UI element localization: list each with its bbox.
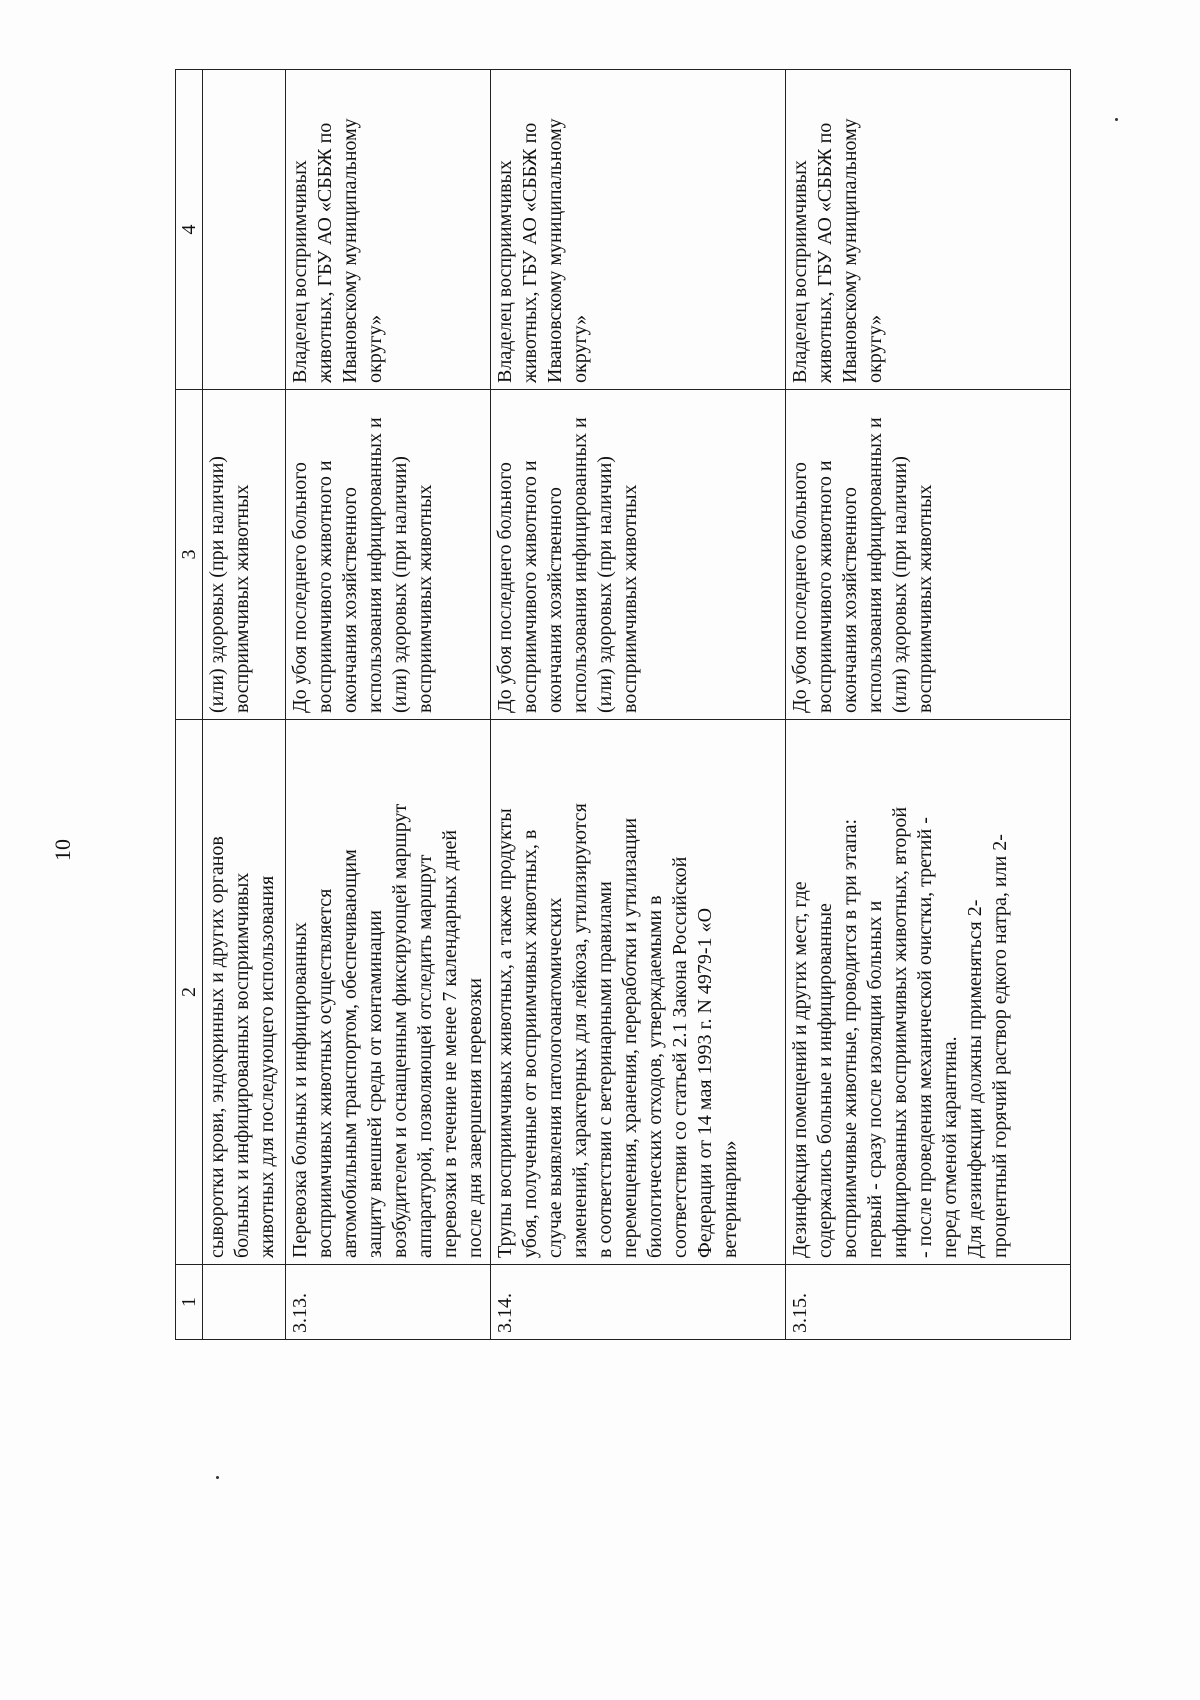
scan-speck (1115, 118, 1118, 121)
measure-text: Дезинфекция помещений и других мест, где содержались больные и инфицированные восприимчивые животные, проводится в три этапа: первый - сразу после изоляции больных и инфицированных восприимчивых животных, второй - после проведения механической очистки, третий - перед отменой карантина. Для дезинфекции должны применяться 2- процентный горячий раствор едкого натра, или 2- (786, 720, 1071, 1265)
row-number: 3.15. (786, 1265, 1071, 1340)
responsible-text: Владелец восприимчивых животных, ГБУ АО «СББЖ по Ивановскому муниципальному округу» (786, 70, 1071, 390)
row-number: 3.13. (286, 1265, 491, 1340)
page-number: 10 (50, 839, 75, 861)
table-row (491, 70, 786, 1340)
row-number (203, 1265, 286, 1340)
header-cell-3: 3 (176, 390, 203, 720)
table-rotated-landscape (175, 70, 1055, 1340)
table-header-row (176, 70, 203, 1340)
responsible-text: Владелец восприимчивых животных, ГБУ АО «СББЖ по Ивановскому муниципальному округу» (286, 70, 491, 390)
header-cell-2: 2 (176, 720, 203, 1265)
term-text: До убоя последнего больного восприимчивого животного и окончания хозяйственного использования инфицированных и (или) здоровых (при наличии) восприимчивых животных (491, 390, 786, 720)
term-text: (или) здоровых (при наличии) восприимчивых животных (203, 390, 286, 720)
measures-table (175, 69, 1071, 1340)
measure-text: сыворотки крови, эндокринных и других органов больных и инфицированных восприимчивых животных для последующего использования (203, 720, 286, 1265)
row-number: 3.14. (491, 1265, 786, 1340)
measure-text: Трупы восприимчивых животных, а также продукты убоя, полученные от восприимчивых животных, в случае выявления патологоанатомических изменений, характерных для лейкоза, утилизируются в соответствии с ветеринарными правилами перемещения, хранения, переработки и утилизации биологических отходов, утверждаемыми в соответствии со статьей 2.1 Закона Российской Федерации от 14 мая 1993 г. N 4979-1 «О ветеринарии» (491, 720, 786, 1265)
header-cell-1: 1 (176, 1265, 203, 1340)
term-text: До убоя последнего больного восприимчивого животного и окончания хозяйственного использования инфицированных и (или) здоровых (при наличии) восприимчивых животных (786, 390, 1071, 720)
scan-speck (216, 1476, 219, 1479)
table-row (203, 70, 286, 1340)
table-row (286, 70, 491, 1340)
term-text: До убоя последнего больного восприимчивого животного и окончания хозяйственного использования инфицированных и (или) здоровых (при наличии) восприимчивых животных (286, 390, 491, 720)
responsible-text: Владелец восприимчивых животных, ГБУ АО «СББЖ по Ивановскому муниципальному округу» (491, 70, 786, 390)
measure-text: Перевозка больных и инфицированных восприимчивых животных осуществляется автомобильным транспортом, обеспечивающим защиту внешней среды от контаминации возбудителем и оснащенным фиксирующей маршрут аппаратурой, позволяющей отследить маршрут перевозки в течение не менее 7 календарных дней после дня завершения перевозки (286, 720, 491, 1265)
table-row (786, 70, 1071, 1340)
header-cell-4: 4 (176, 70, 203, 390)
responsible-text (203, 70, 286, 390)
